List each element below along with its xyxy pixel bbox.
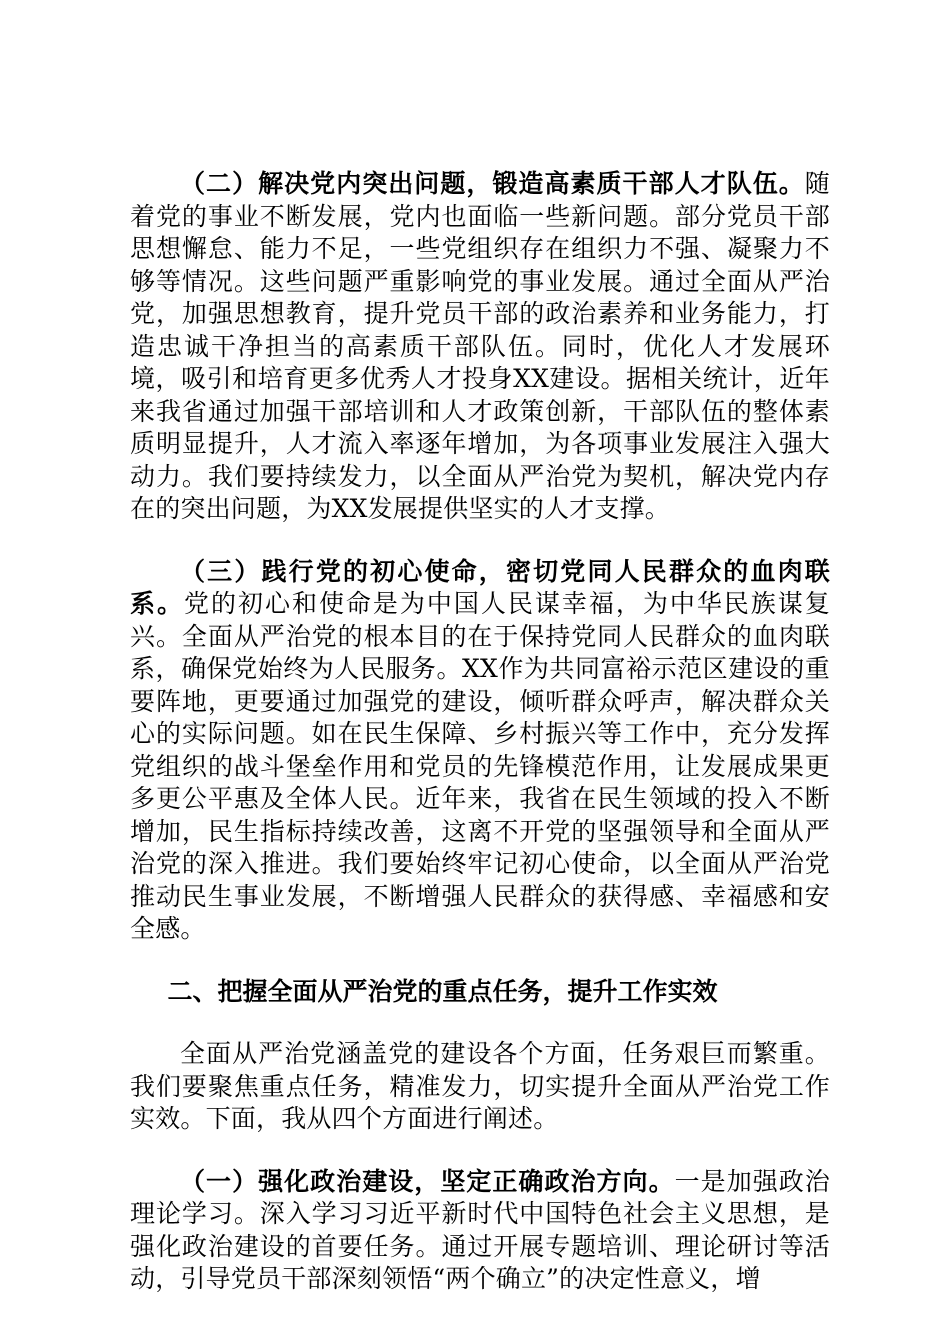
paragraph-subsection-1 <box>130 1166 830 1296</box>
paragraph-body: 随着党的事业不断发展，党内也面临一些新问题。部分党员干部思想懈怠、能力不足，一些党组织存在组织力不强、凝聚力不够等情况。这些问题严重影响党的事业发展。通过全面从严治党，加强思想教育，提升党员干部的政治素养和业务能力，打造忠诚干净担当的高素质干部队伍。同时，优化人才发展环境，吸引和培育更多优秀人才投身XX建设。据相关统计，近年来我省通过加强干部培训和人才政策创新，干部队伍的整体素质明显提升，人才流入率逐年增加，为各项事业发展注入强大动力。我们要持续发力，以全面从严治党为契机，解决党内存在的突出问题，为XX发展提供坚实的人才支撑。 <box>130 169 830 523</box>
paragraph-section-3 <box>130 556 830 946</box>
paragraph-lead-heading: （三）践行党的初心使命，密切党同人民群众的血肉联系。 <box>130 556 830 618</box>
paragraph-lead-heading: （二）解决党内突出问题，锻造高素质干部人才队伍。 <box>180 169 805 198</box>
section-heading: 二、把握全面从严治党的重点任务，提升工作实效 <box>167 976 718 1006</box>
paragraph-body: 党的初心和使命是为中国人民谋幸福，为中华民族谋复兴。全面从严治党的根本目的在于保持党同人民群众的血肉联系，确保党始终为人民服务。XX作为共同富裕示范区建设的重要阵地，更要通过加强党的建设，倾听群众呼声，解决群众关心的实际问题。如在民生保障、乡村振兴等工作中，充分发挥党组织的战斗堡垒作用和党员的先锋模范作用，让发展成果更多更公平惠及全体人民。近年来，我省在民生领域的投入不断增加，民生指标持续改善，这离不开党的坚强领导和全面从严治党的深入推进。我们要始终牢记初心使命，以全面从严治党推动民生事业发展，不断增强人民群众的获得感、幸福感和安全感。 <box>130 589 830 943</box>
paragraph-section-2 <box>130 168 830 526</box>
paragraph-lead-heading: （一）强化政治建设，坚定正确政治方向。 <box>180 1166 675 1196</box>
paragraph-body: 全面从严治党涵盖党的建设各个方面，任务艰巨而繁重。我们要聚焦重点任务，精准发力，切实提升全面从严治党工作实效。下面，我从四个方面进行阐述。 <box>130 1039 830 1133</box>
paragraph-intro <box>130 1038 830 1136</box>
document-page <box>130 168 830 1296</box>
paragraph-body: 一是加强政治理论学习。深入学习习近平新时代中国特色社会主义思想，是强化政治建设的首要任务。通过开展专题培训、理论研讨等活动，引导党员干部深刻领悟“两个确立”的决定性意义，增 <box>130 1166 830 1293</box>
